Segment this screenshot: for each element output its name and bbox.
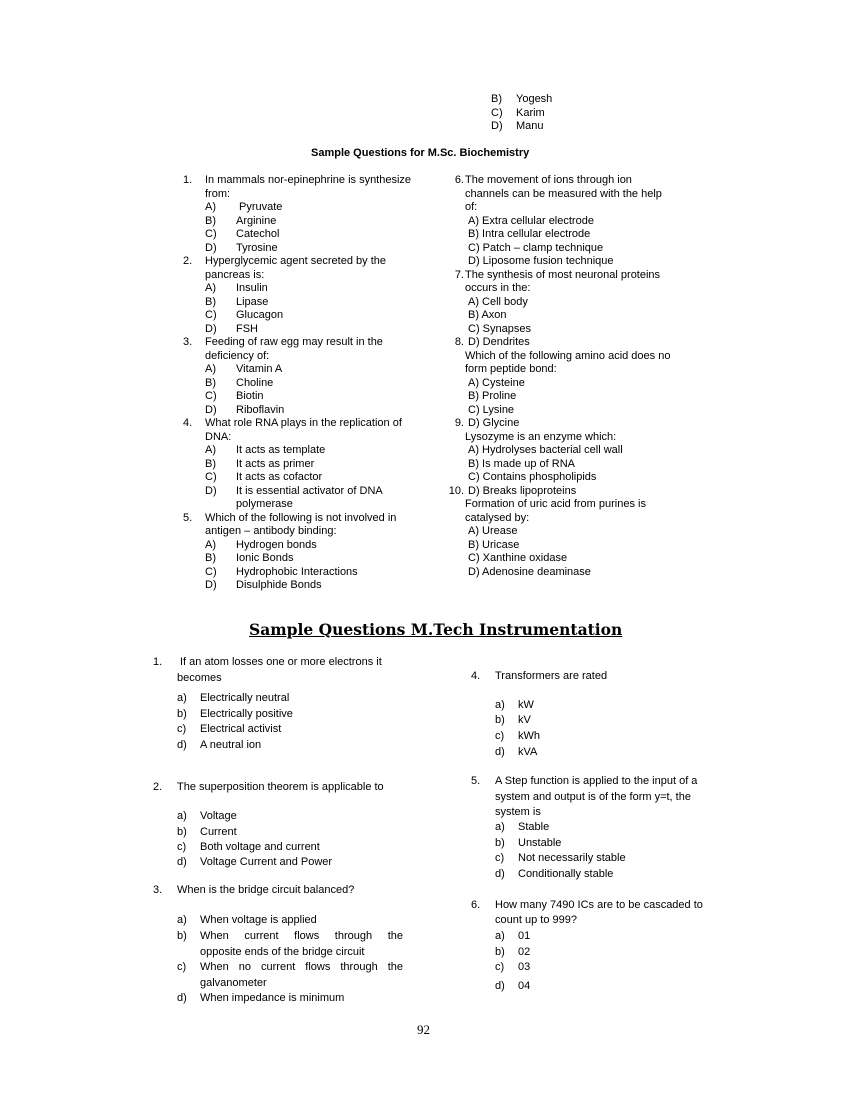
mtech-title: Sample Questions M.Tech Instrumentation <box>249 620 623 639</box>
q3-option-b-cont: opposite ends of the bridge circuit <box>200 946 365 958</box>
biochem-line: C) Lysine <box>468 403 515 416</box>
biochem-question: 4. What role RNA plays in the replication of <box>183 417 402 429</box>
biochem-question: 8. D) Dendrites <box>454 336 530 348</box>
q1-option-letter: a) <box>177 692 187 704</box>
q3-option-c-letter: c) <box>177 961 187 973</box>
q3-option-c: When no current flows through the <box>200 961 403 973</box>
q2-option-letter: b) <box>177 826 187 838</box>
biochem-option: B) Arginine <box>205 214 277 227</box>
carryover-option: C) Karim <box>491 106 545 119</box>
carryover-option: D) Manu <box>491 120 544 132</box>
q5-option-letter: b) <box>495 837 505 849</box>
q2-option: Voltage Current and Power <box>200 856 333 868</box>
biochem-line: B) Proline <box>468 390 517 402</box>
q1-text-cont: becomes <box>177 672 222 684</box>
q6-number: 6. <box>471 899 481 911</box>
biochem-line: of: <box>465 201 478 213</box>
q3-option-a-letter: a) <box>177 914 187 926</box>
biochem-option: A) It acts as template <box>205 444 326 456</box>
biochem-option: polymerase <box>236 498 293 510</box>
biochem-line: D) Adenosine deaminase <box>468 565 591 578</box>
q1-option: Electrically neutral <box>200 692 290 704</box>
biochem-line: A) Hydrolyses bacterial cell wall <box>468 444 623 456</box>
biochem-option: C) It acts as cofactor <box>205 471 323 483</box>
q3-option-c-cont: galvanometer <box>200 977 267 989</box>
biochem-question: pancreas is: <box>205 268 265 281</box>
q3-number: 3. <box>153 884 163 896</box>
q5-text-cont2: system is <box>495 806 541 818</box>
biochem-left-column <box>183 174 425 593</box>
q4-option: kVA <box>518 746 538 758</box>
q4-option-letter: b) <box>495 714 505 726</box>
q5-option-letter: a) <box>495 821 505 833</box>
q5-option: Unstable <box>518 837 562 849</box>
q3-option-a: When voltage is applied <box>200 914 317 926</box>
biochem-question: 1. In mammals nor-epinephrine is synthesize <box>183 174 412 186</box>
biochem-option: D) FSH <box>205 322 258 335</box>
page-number: 92 <box>417 1022 430 1037</box>
biochem-option: D) Tyrosine <box>205 241 278 254</box>
q6-option: 03 <box>518 961 531 973</box>
biochem-option: D) It is essential activator of DNA <box>205 484 383 497</box>
q6-option: 02 <box>518 946 531 958</box>
q6-option: 04 <box>518 980 531 992</box>
q3-option-d-letter: d) <box>177 992 187 1004</box>
q1-option: Electrically positive <box>200 708 293 720</box>
biochem-question: 2. Hyperglycemic agent secreted by the <box>183 255 386 267</box>
q5-option: Stable <box>518 821 550 833</box>
q1-text: If an atom losses one or more electrons it <box>180 656 382 668</box>
biochem-option: D) Riboflavin <box>205 403 285 416</box>
biochem-question: deficiency of: <box>205 349 270 362</box>
biochem-right-column <box>440 174 680 579</box>
q1-option-letter: b) <box>177 708 187 720</box>
biochem-option: C) Catechol <box>205 228 280 240</box>
biochem-line: form peptide bond: <box>465 363 557 375</box>
q3-option-d: When impedance is minimum <box>200 992 345 1004</box>
q5-number: 5. <box>471 775 481 787</box>
biochem-question: from: <box>205 187 231 200</box>
biochem-line: A) Cell body <box>468 295 528 308</box>
q2-option-letter: c) <box>177 841 187 853</box>
biochem-question: 7.The synthesis of most neuronal proteins <box>454 268 661 281</box>
q4-option-letter: c) <box>495 730 505 742</box>
biochem-line: C) Synapses <box>468 322 531 335</box>
biochem-question: DNA: <box>205 430 232 443</box>
biochem-option: D) Disulphide Bonds <box>205 579 322 591</box>
q5-option-letter: d) <box>495 868 505 880</box>
biochem-line: catalysed by: <box>465 511 530 524</box>
biochem-question: antigen – antibody binding: <box>205 525 337 537</box>
biochem-option: A) Pyruvate <box>205 201 283 213</box>
q1-number: 1. <box>153 656 163 668</box>
q1-option: A neutral ion <box>200 739 262 751</box>
biochem-line: Formation of uric acid from purines is <box>465 498 646 510</box>
biochem-line: A) Extra cellular electrode <box>468 214 594 227</box>
q2-option-letter: d) <box>177 856 187 868</box>
q1-option-letter: c) <box>177 723 187 735</box>
biochem-line: A) Cysteine <box>468 376 525 389</box>
biochem-option: A) Insulin <box>205 282 268 294</box>
q4-text: Transformers are rated <box>495 670 608 682</box>
biochem-option: B) Choline <box>205 376 274 389</box>
biochem-line: A) Urease <box>468 525 518 537</box>
q4-option-letter: d) <box>495 746 505 758</box>
biochem-line: C) Contains phospholipids <box>468 471 597 483</box>
carryover-options <box>491 93 552 134</box>
q5-option: Conditionally stable <box>518 868 614 880</box>
biochem-option: B) Ionic Bonds <box>205 552 294 564</box>
q4-option: kW <box>518 699 534 711</box>
q3-text: When is the bridge circuit balanced? <box>177 884 355 896</box>
q1-option: Electrical activist <box>200 723 282 735</box>
q1-option-letter: d) <box>177 739 187 751</box>
q5-text: A Step function is applied to the input of a <box>495 775 698 787</box>
biochem-question: 10. D) Breaks lipoproteins <box>448 484 577 497</box>
biochem-question: 9. D) Glycine <box>454 417 520 429</box>
q2-option: Current <box>200 826 237 838</box>
biochem-title: Sample Questions for M.Sc. Biochemistry <box>311 147 530 159</box>
q4-option: kV <box>518 714 531 726</box>
q2-option: Both voltage and current <box>200 841 320 853</box>
carryover-option: B) Yogesh <box>491 93 553 105</box>
q4-option: kWh <box>518 730 540 742</box>
q2-option: Voltage <box>200 810 237 822</box>
q6-option-letter: b) <box>495 946 505 958</box>
q6-text-cont: count up to 999? <box>495 914 577 926</box>
biochem-line: B) Uricase <box>468 538 520 551</box>
q2-option-letter: a) <box>177 810 187 822</box>
q5-option: Not necessarily stable <box>518 852 626 864</box>
q6-text: How many 7490 ICs are to be cascaded to <box>495 899 703 911</box>
q5-option-letter: c) <box>495 852 505 864</box>
biochem-option: B) Lipase <box>205 295 269 308</box>
q4-option-letter: a) <box>495 699 505 711</box>
q3-option-b-letter: b) <box>177 930 187 942</box>
biochem-line: C) Patch – clamp technique <box>468 241 604 254</box>
q5-text-cont: system and output is of the form y=t, the <box>495 791 691 803</box>
q6-option: 01 <box>518 930 531 942</box>
biochem-line: Which of the following amino acid does no <box>465 349 671 362</box>
biochem-line: channels can be measured with the help <box>465 187 662 200</box>
biochem-line: occurs in the: <box>465 282 531 294</box>
biochem-question: 5. Which of the following is not involved in <box>183 511 397 524</box>
biochem-option: A) Vitamin A <box>205 363 283 375</box>
biochem-option: A) Hydrogen bonds <box>205 538 317 551</box>
biochem-option: C) Biotin <box>205 390 264 402</box>
biochem-option: C) Hydrophobic Interactions <box>205 565 358 578</box>
biochem-option: C) Glucagon <box>205 309 284 321</box>
biochem-question: 6.The movement of ions through ion <box>454 174 632 186</box>
biochem-line: C) Xanthine oxidase <box>468 552 568 564</box>
biochem-line: B) Intra cellular electrode <box>468 228 591 240</box>
biochem-line: B) Axon <box>468 309 507 321</box>
q3-option-b: When current flows through the <box>200 930 403 942</box>
q6-option-letter: d) <box>495 980 505 992</box>
biochem-line: Lysozyme is an enzyme which: <box>465 430 617 443</box>
biochem-question: 3. Feeding of raw egg may result in the <box>183 336 383 348</box>
q4-number: 4. <box>471 670 481 682</box>
q6-option-letter: c) <box>495 961 505 973</box>
biochem-line: B) Is made up of RNA <box>468 457 575 470</box>
biochem-line: D) Liposome fusion technique <box>468 255 614 267</box>
q2-number: 2. <box>153 781 163 793</box>
q6-option-letter: a) <box>495 930 505 942</box>
q2-text: The superposition theorem is applicable to <box>177 781 384 793</box>
biochem-option: B) It acts as primer <box>205 457 315 470</box>
